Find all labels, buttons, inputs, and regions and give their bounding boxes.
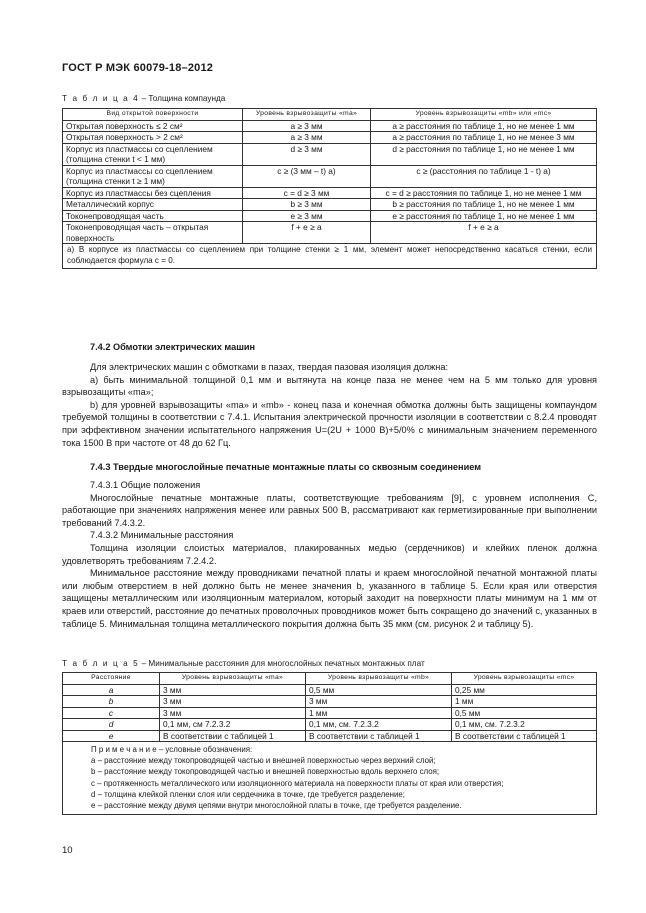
section-742-body xyxy=(62,361,597,449)
table-cell: В соответствии с таблицей 1 xyxy=(160,730,306,742)
table-cell: c ≥ (3 мм – t) а) xyxy=(243,165,371,187)
notes-title: П р и м е ч а н и е – условные обозначения: xyxy=(91,745,253,754)
table-cell: b ≥ расстояния по таблице 1, но не менее 1 мм xyxy=(371,199,597,211)
paragraph: b) для уровней взрывозащиты «ma» и «mb» - конец паза и конечная обмотка должны быть защищены компаундом требуемой толщины в соответствии с 7.4.1. Испытания электрической прочности изоляции в соответствии с 8.2.4 проводят при эффективном значении испытательного напряжения U=(2U + 1000 В)+5/0% с минимальным значением переменного тока 1500 В при частоте от 48 до 62 Гц. xyxy=(62,399,597,448)
table4-caption-title: – Толщина компаунда xyxy=(139,94,226,103)
table-cell: 3 мм xyxy=(160,707,306,719)
table-cell: Корпус из пластмассы со сцеплением (толщина стенки t < 1 мм) xyxy=(63,143,243,165)
table-cell: e xyxy=(63,730,160,742)
table-cell: f + e ≥ a xyxy=(243,222,371,244)
table-cell: 3 мм xyxy=(160,696,306,708)
table-cell: Открытая поверхность ≤ 2 см² xyxy=(63,120,243,132)
table5-header-row xyxy=(63,673,597,685)
table4 xyxy=(62,108,597,269)
table5-header-cell: Уровень взрывозащиты «ma» xyxy=(160,673,306,685)
note-item: b – расстояние между токопроводящей частью и внешней поверхностью вдоль верхнего слоя; xyxy=(91,767,440,777)
table-cell: e ≥ 3 мм xyxy=(243,210,371,222)
note-item: d – толщина клейкой пленки слоя или сердечника в точке, где требуется разделение; xyxy=(91,789,405,799)
table-cell: Открытая поверхность > 2 см² xyxy=(63,132,243,144)
section-743-body xyxy=(62,479,597,630)
paragraph: Многослойные печатные монтажные платы, соответствующие требованиям [9], с уровнем исполнения C, работающие при значениях напряжения менее или равных 500 В, рассматривают как герметизированные при выполнении требований 7.4.3.2. xyxy=(62,492,597,528)
paragraph: Минимальное расстояние между проводниками печатной платы и краем многослойной печатной монтажной платы или любым отверстием в ней должно быть не менее значения b, указанного в таблице 5. Если края или отверстия защищены металлическим или изоляционным материалом, который заходит на поверхности платы минимум на 1 мм от краев или отверстий, расстояние до печатных проволочных проводников может быть сокращено до значений c, указанных в таблице 5. Минимальная толщина металлического покрытия должна быть 35 мкм (см. рисунок 2 и таблицу 5). xyxy=(62,568,597,629)
table-cell: 1 мм xyxy=(452,696,597,708)
table-row xyxy=(63,165,597,187)
table5-header-cell: Расстояние xyxy=(63,673,160,685)
table5-caption xyxy=(62,659,425,668)
table-cell: В соответствии с таблицей 1 xyxy=(452,730,597,742)
table-cell: 0,25 мм xyxy=(452,684,597,696)
table-cell: 0,5 мм xyxy=(452,707,597,719)
table-cell: 0,1 мм, см 7.2.3.2 xyxy=(160,719,306,731)
table-cell: d ≥ 3 мм xyxy=(243,143,371,165)
table-row xyxy=(63,132,597,144)
table4-caption-prefix: Т а б л и ц а 4 xyxy=(62,94,140,103)
paragraph: Для электрических машин с обмотками в пазах, твердая пазовая изоляция должна: xyxy=(90,362,449,372)
table-row xyxy=(63,210,597,222)
paragraph: Толщина изоляции слоистых материалов, плакированных медью (сердечников) и клейких пленок должна удовлетворять требованиям 7.2.4.2. xyxy=(62,542,597,566)
table-cell: 3 мм xyxy=(160,684,306,696)
table-row xyxy=(63,730,597,742)
table-cell: a ≥ расстояния по таблице 1, но не менее 1 мм xyxy=(371,120,597,132)
table-cell: d ≥ расстояния по таблице 1, но не менее 1 мм xyxy=(371,143,597,165)
subsection-heading: 7.4.3.1 Общие положения xyxy=(90,480,201,490)
table-cell: d xyxy=(63,719,160,731)
paragraph: а) быть минимальной толщиной 0,1 мм и вытянута на конце паза не менее чем на 5 мм только для уровня взрывозащиты «ma»; xyxy=(62,374,597,398)
table4-header-cell: Уровень взрывозащиты «mb» или «mc» xyxy=(371,109,597,121)
table-cell: a ≥ расстояния по таблице 1, но не менее 3 мм xyxy=(371,132,597,144)
table-cell: e ≥ расстояния по таблице 1, но не менее 1 мм xyxy=(371,210,597,222)
table5-caption-prefix: Т а б л и ц а 5 xyxy=(62,659,140,668)
document-header: ГОСТ Р МЭК 60079-18–2012 xyxy=(62,62,214,74)
table4-header-cell: Вид открытой поверхности xyxy=(63,109,243,121)
section-heading-743: 7.4.3 Твердые многослойные печатные монтажные платы со сквозным соединением xyxy=(90,462,482,472)
table-row xyxy=(63,222,597,244)
table-row xyxy=(63,696,597,708)
table-cell: 0,1 мм, см. 7.2.3.2 xyxy=(306,719,452,731)
table-cell: a xyxy=(63,684,160,696)
table-cell: c = d ≥ 3 мм xyxy=(243,187,371,199)
subsection-heading: 7.4.3.2 Минимальные расстояния xyxy=(90,530,234,541)
table-cell: a ≥ 3 мм xyxy=(243,132,371,144)
note-item: c – протяженность металлического или изоляционного материала на поверхности платы от края или отверстия; xyxy=(91,778,504,788)
note-item: e – расстояние между двумя цепями внутри многослойной платы в точке, где требуется разделение. xyxy=(91,801,462,811)
table-row xyxy=(63,120,597,132)
table5-header-cell: Уровень взрывозащиты «mc» xyxy=(452,673,597,685)
table-cell: Токонепроводящая часть – открытая поверхность xyxy=(63,222,243,244)
table-cell: c xyxy=(63,707,160,719)
table4-note-row xyxy=(63,244,597,269)
table-cell: 0,1 мм, см. 7.2.3.2 xyxy=(452,719,597,731)
table-row xyxy=(63,684,597,696)
table4-footnote: а) В корпусе из пластмассы со сцеплением при толщине стенки ≥ 1 мм, элемент может непосредственно касаться стенки, если соблюдается формула c = 0. xyxy=(63,244,597,269)
table-cell: 1 мм xyxy=(306,707,452,719)
table-cell: В соответствии с таблицей 1 xyxy=(306,730,452,742)
table5-header-cell: Уровень взрывозащиты «mb» xyxy=(306,673,452,685)
table-cell: Металлический корпус xyxy=(63,199,243,211)
table-cell: b xyxy=(63,696,160,708)
table-cell: c ≥ (расстояния по таблице 1 - t) а) xyxy=(371,165,597,187)
table-row xyxy=(63,719,597,731)
table4-header-cell: Уровень взрывозащиты «ma» xyxy=(243,109,371,121)
table-cell: a ≥ 3 мм xyxy=(243,120,371,132)
table-row xyxy=(63,143,597,165)
table4-header-row xyxy=(63,109,597,121)
table-row xyxy=(63,187,597,199)
table-cell: Токонепроводящая часть xyxy=(63,210,243,222)
table-cell: b ≥ 3 мм xyxy=(243,199,371,211)
table-row xyxy=(63,199,597,211)
table-cell: c = d ≥ расстояния по таблице 1, но не менее 1 мм xyxy=(371,187,597,199)
table5 xyxy=(62,672,597,815)
table-row xyxy=(63,707,597,719)
table5-notes xyxy=(63,742,597,815)
table5-caption-title: – Минимальные расстояния для многослойных печатных монтажных плат xyxy=(139,659,425,668)
table-cell: Корпус из пластмассы со сцеплением (толщина стенки t ≥ 1 мм) xyxy=(63,165,243,187)
table-cell: 3 мм xyxy=(306,696,452,708)
section-heading-742: 7.4.2 Обмотки электрических машин xyxy=(90,342,256,352)
page-number: 10 xyxy=(62,845,73,856)
table-cell: 0,5 мм xyxy=(306,684,452,696)
table-cell: f + e ≥ a xyxy=(371,222,597,244)
note-item: a – расстояние между токопроводящей частью и внешней поверхностью через верхний слой; xyxy=(91,756,436,766)
table-cell: Корпус из пластмассы без сцепления xyxy=(63,187,243,199)
table5-notes-row xyxy=(63,742,597,815)
table4-caption xyxy=(62,94,225,103)
